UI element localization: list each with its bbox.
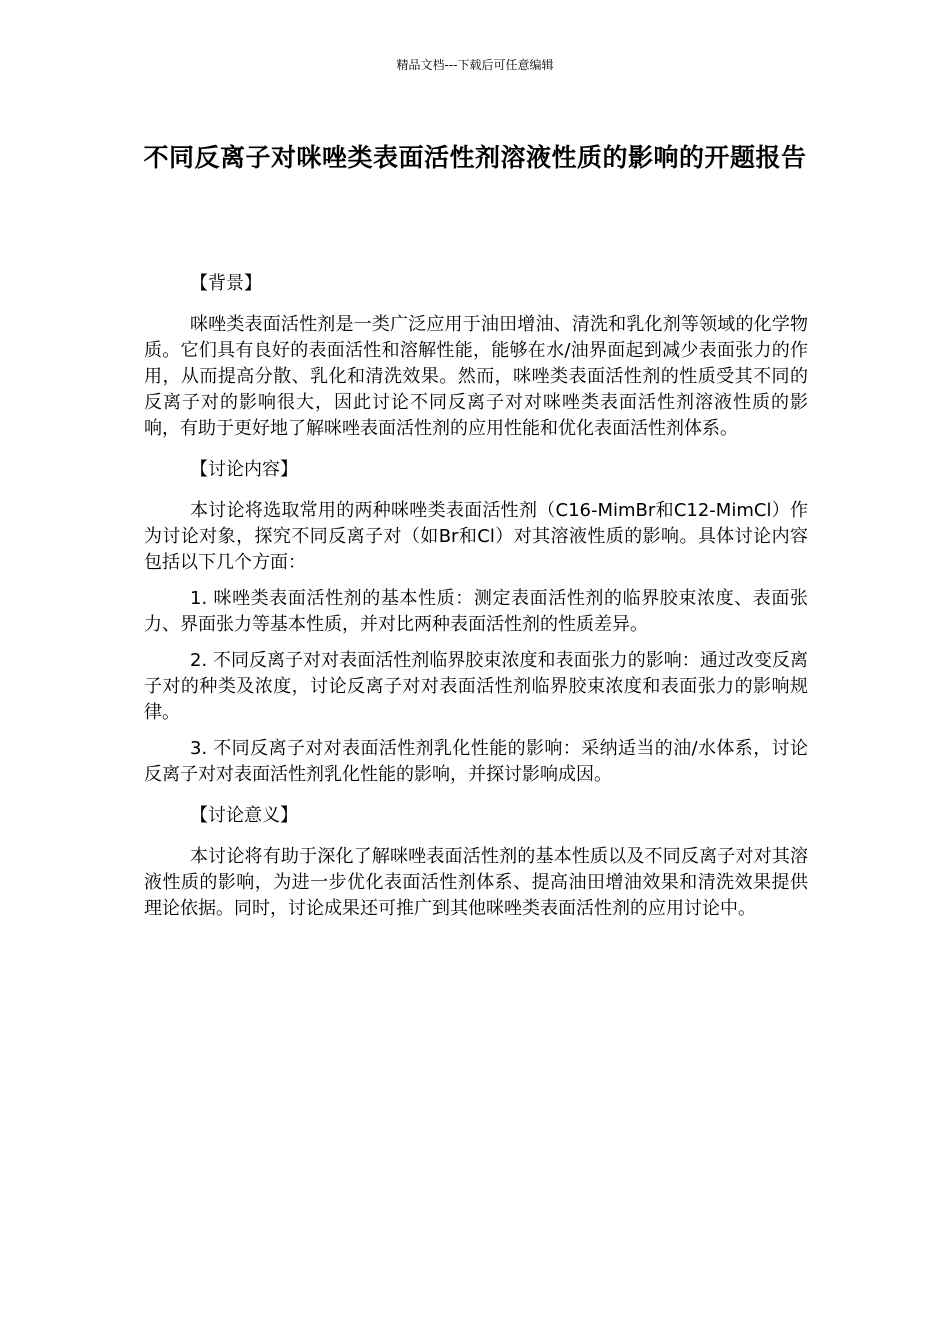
section-discussion-content [144,454,808,788]
section-heading-background: 【背景】 [190,273,262,294]
header-note: 精品文档---下载后可任意编辑 [396,58,554,72]
section-significance [144,800,808,922]
paragraph-discussion-item-3: 3. 不同反离子对对表面活性剂乳化性能的影响：采纳适当的油/水体系，讨论反离子对对表面活性剂乳化性能的影响，并探讨影响成因。 [144,738,808,785]
document-body [144,268,808,932]
paragraph-discussion-intro: 本讨论将选取常用的两种咪唑类表面活性剂（C16-MimBr和C12-MimCl）作为讨论对象，探究不同反离子对（如Br和Cl）对其溶液性质的影响。具体讨论内容包括以下几个方面： [144,500,808,573]
section-heading-significance: 【讨论意义】 [190,805,298,826]
paragraph-discussion-item-2: 2. 不同反离子对对表面活性剂临界胶束浓度和表面张力的影响：通过改变反离子对的种类及浓度，讨论反离子对对表面活性剂临界胶束浓度和表面张力的影响规律。 [144,650,808,723]
paragraph-background: 咪唑类表面活性剂是一类广泛应用于油田增油、清洗和乳化剂等领域的化学物质。它们具有良好的表面活性和溶解性能，能够在水/油界面起到减少表面张力的作用，从而提高分散、乳化和清洗效果。然而，咪唑类表面活性剂的性质受其不同的反离子对的影响很大，因此讨论不同反离子对对咪唑类表面活性剂溶液性质的影响，有助于更好地了解咪唑表面活性剂的应用性能和优化表面活性剂体系。 [144,314,808,439]
section-heading-discussion-content: 【讨论内容】 [190,459,298,480]
paragraph-significance: 本讨论将有助于深化了解咪唑表面活性剂的基本性质以及不同反离子对对其溶液性质的影响，为进一步优化表面活性剂体系、提高油田增油效果和清洗效果提供理论依据。同时，讨论成果还可推广到其他咪唑类表面活性剂的应用讨论中。 [144,846,808,919]
document-title: 不同反离子对咪唑类表面活性剂溶液性质的影响的开题报告 [143,143,807,172]
section-background [144,268,808,442]
paragraph-discussion-item-1: 1. 咪唑类表面活性剂的基本性质：测定表面活性剂的临界胶束浓度、表面张力、界面张力等基本性质，并对比两种表面活性剂的性质差异。 [144,588,808,635]
